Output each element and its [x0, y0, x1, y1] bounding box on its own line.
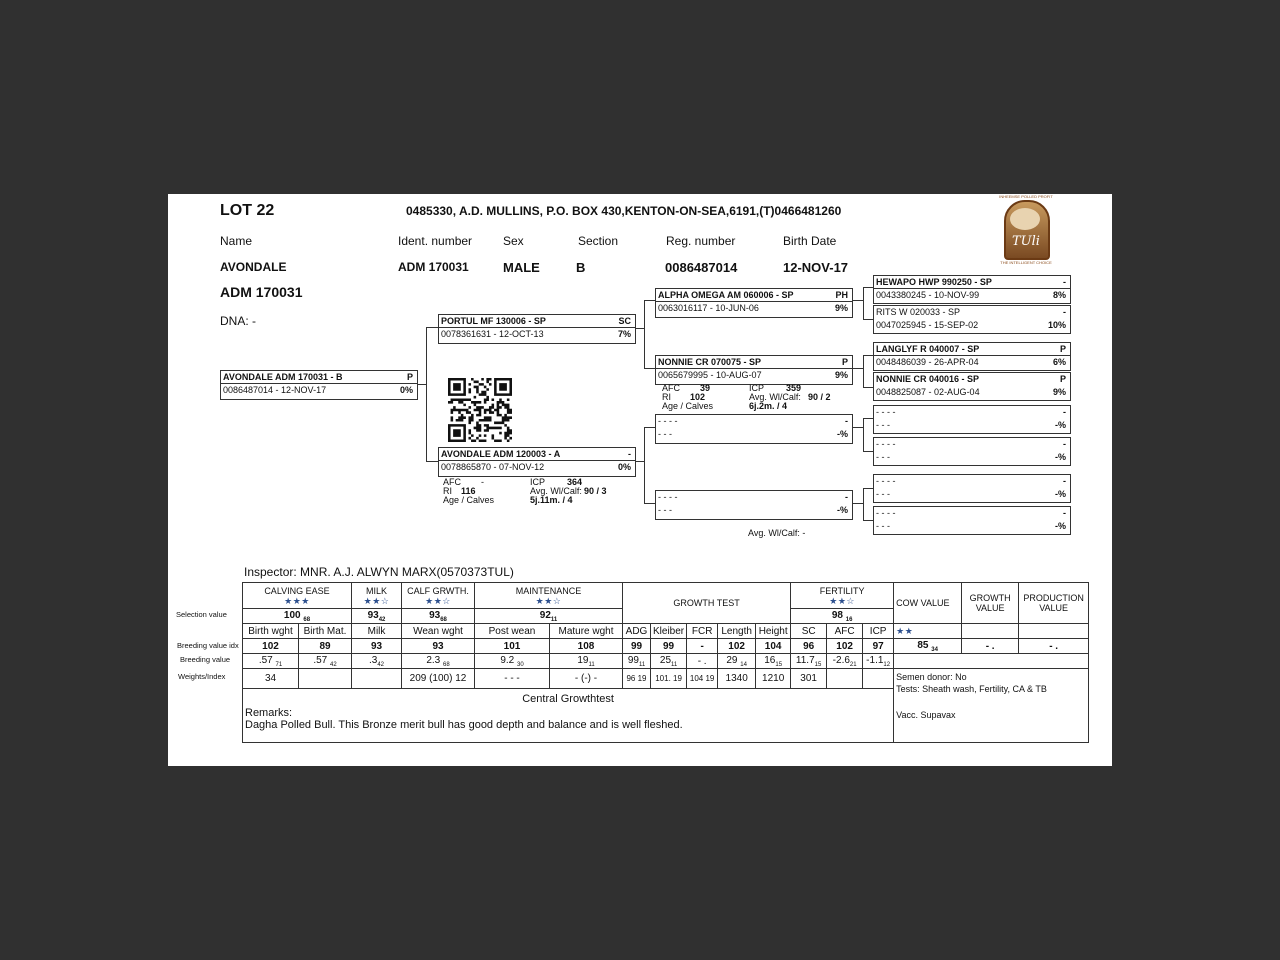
- idx-cell: 89: [299, 639, 352, 654]
- pedigree-dam-sire: - - - - - - - - -%: [655, 414, 853, 444]
- animal-ident-large: ADM 170031: [220, 284, 303, 300]
- sel-calf: $93_{68}$: [402, 609, 475, 624]
- pedigree-sd-dam: NONNIE CR 040016 - SP P 0048825087 - 02-AUG-04 9%: [873, 372, 1071, 401]
- idx-cell: 97: [863, 639, 894, 654]
- col-header: Milk: [352, 624, 402, 639]
- idx-cell: 99: [651, 639, 687, 654]
- col-header: Height: [756, 624, 791, 639]
- row-label-selection: Selection value: [176, 610, 227, 619]
- pedigree-ds-sire: - - - - - - - - -%: [873, 405, 1071, 434]
- bv-cell: 9.2 $_{30}$: [475, 654, 550, 669]
- bv-cell: $19_{11}$: [550, 654, 623, 669]
- pedigree-sire-dam: NONNIE CR 070075 - SP P 0065679995 - 10-AUG-07 9%: [655, 355, 853, 385]
- col-header: SC: [791, 624, 827, 639]
- pedigree-sd-sire: LANGLYF R 040007 - SP P 0048486039 - 26-APR-04 6%: [873, 342, 1071, 371]
- col-header: Length: [718, 624, 756, 639]
- bv-cell: $-1.1_{12}$: [863, 654, 894, 669]
- label-sex: Sex: [503, 234, 524, 248]
- wi-cell: - - -: [475, 669, 550, 689]
- bv-cell: .57 $_{42}$: [299, 654, 352, 669]
- wi-cell: 209 (100) 12: [402, 669, 475, 689]
- bv-cell: 29 $_{14}$: [718, 654, 756, 669]
- remarks-label: Remarks:: [245, 707, 293, 719]
- cow-value-stars: ★★: [894, 624, 962, 639]
- row-label-bv-idx: Breeding value idx: [177, 641, 239, 650]
- group-growth-test: GROWTH TEST: [623, 583, 791, 624]
- idx-cell: -: [687, 639, 718, 654]
- col-header: FCR: [687, 624, 718, 639]
- col-header: Post wean: [475, 624, 550, 639]
- animal-name: AVONDALE: [220, 260, 287, 274]
- pedigree-dam-dam: - - - - - - - - -%: [655, 490, 853, 520]
- vaccination: Vacc. Supavax: [896, 710, 956, 720]
- tests: Tests: Sheath wash, Fertility, CA & TB: [896, 684, 1047, 694]
- bv-cell: - .: [687, 654, 718, 669]
- wi-cell: [863, 669, 894, 689]
- col-header: ADG: [623, 624, 651, 639]
- group-cow-value: COW VALUE: [894, 583, 962, 624]
- wi-cell: [299, 669, 352, 689]
- idx-cell: 96: [791, 639, 827, 654]
- col-header: Wean wght: [402, 624, 475, 639]
- idx-cell: 99: [623, 639, 651, 654]
- group-milk: MILK ★★☆: [352, 583, 402, 609]
- col-header: AFC: [827, 624, 863, 639]
- bv-cell: $.3_{42}$: [352, 654, 402, 669]
- lot-sheet: LOT 22 0485330, A.D. MULLINS, P.O. BOX 430,KENTON-ON-SEA,6191,(T)0466481260 INHEEMSE POLLED PROFIT TUli THE INTELLIGENT CHOICE Name Ident. number Sex Section Reg. number Birth Date AVONDALE ADM 170031 MALE B 0086487014 12-NOV-17 ADM 170031 DNA: - AVONDALE ADM 170031 - B P 0086487014 - 12-NOV-17 0% PORTUL MF 130006 - SP SC 0078361631 - 12-OCT-13 7% AVONDALE ADM 120003 - A - 0078865870 - 07-NOV-12 0% AFC - ICP 364 RI 116 Avg. Wl/Calf: 90 / 3 Age / Calves 5j.11m. / 4 ALPHA OMEGA AM 060006 - SP PH 0063016117 - 10-JUN-06 9% NONNIE CR 070075 - SP P 0065679995 - 10-AUG-07 9% AFC 39 ICP 359 RI 102 Avg. Wl/Calf: 90 / 2 Age / Calves 6j.2m. / 4 - - - - - - - - -% - - - - - - - - -% Avg. Wl/Calf: - HEWAPO HWP 990250 - SP - 0043380245 - 10-NOV-99 8% RITS W 020033 - SP - 0047025945 - 15-SEP-02 10% LANGLYF R 040007 - SP P 0048486039 - 26-APR-04 6% NONNIE CR 040016 - SP P 0048825087 - 02-AUG-04 9% - - - - - - - - -% - - - - - - - - -% - - - - - - - - -% - - - - - - - - -% Inspector: MNR. A.J. ALWYN MARX(0570373TUL) Selection value Breeding value idx Breeding value Weights/Index CALVING EASE ★★★ MILK ★★☆ CALF GRWTH. ★★☆ MAINTENANCE ★★☆ GROWTH TEST FERTILITY ★★☆ COW VALUE GROWTH VALUE PRODUCTION VALUE 100 $_{68}$ $93_{42}$ $93_{68}$ $92_{11}$ 98 $_{16}$ Birth wght Birth Mat. Milk Wean wght Post wean Mature wght ADG Kleiber FCR Length Height SC AFC ICP ★★ 102 89 93 93 101 108 99 99 - 102 104 96 102 97 85 $_{34}$ - . - . .57 $_{71}$ .57 $_{42}$ $.3_{42}$ 2.3 $_{68}$ 9.2 $_{30}$ $19_{11}$ $99_{11}$ $25_{11}$ - . 29 $_{14}$ $16_{15}$ $11.7_{15}$ $-2.6_{21}$ $-1.1_{12}$ 34 209 (100) 12 - - - - (-) - 96 19 101. 19 104 19 1340 1210 301 Semen donor: No Tests: Sheath wash, Fertility, CA & TB Vacc. Supavax Central Growthtest Remarks: Dagha Polled Bull. This Bronze merit bull has good depth and balance and is well fleshed.: [168, 194, 1112, 766]
- remarks-box: [243, 689, 894, 743]
- prod-idx: - .: [1019, 639, 1089, 654]
- col-header: Birth Mat.: [299, 624, 352, 639]
- wi-cell: 104 19: [687, 669, 718, 689]
- group-maintenance: MAINTENANCE ★★☆: [475, 583, 623, 609]
- idx-cell: 102: [827, 639, 863, 654]
- bv-cell: .57 $_{71}$: [243, 654, 299, 669]
- col-header: ICP: [863, 624, 894, 639]
- pedigree-ss-sire: HEWAPO HWP 990250 - SP - 0043380245 - 10-NOV-99 8%: [873, 275, 1071, 304]
- pedigree-self: AVONDALE ADM 170031 - B P 0086487014 - 12-NOV-17 0%: [220, 370, 418, 400]
- animal-ident: ADM 170031: [398, 260, 469, 274]
- pedigree-sire: PORTUL MF 130006 - SP SC 0078361631 - 12-OCT-13 7%: [438, 314, 636, 344]
- growth-idx: - .: [962, 639, 1019, 654]
- wi-cell: 34: [243, 669, 299, 689]
- pedigree-ds-dam: - - - - - - - - -%: [873, 437, 1071, 466]
- sel-milk: $93_{42}$: [352, 609, 402, 624]
- label-name: Name: [220, 234, 253, 248]
- animal-sex: MALE: [503, 260, 540, 275]
- sel-fert: 98 $_{16}$: [791, 609, 894, 624]
- bv-cell: $99_{11}$: [623, 654, 651, 669]
- dna: DNA: -: [220, 314, 256, 328]
- wi-cell: 301: [791, 669, 827, 689]
- wi-cell: 101. 19: [651, 669, 687, 689]
- group-growth-value: GROWTH VALUE: [962, 583, 1019, 624]
- group-fertility: FERTILITY ★★☆: [791, 583, 894, 609]
- bv-cell: $11.7_{15}$: [791, 654, 827, 669]
- semen-tests-box: [894, 669, 1089, 743]
- idx-cell: 93: [402, 639, 475, 654]
- bv-cell: $16_{15}$: [756, 654, 791, 669]
- sel-calving: 100 $_{68}$: [243, 609, 352, 624]
- wi-cell: [827, 669, 863, 689]
- row-label-weights: Weights/Index: [178, 672, 226, 681]
- col-header: Kleiber: [651, 624, 687, 639]
- row-label-bv: Breeding value: [180, 655, 231, 664]
- animal-birth: 12-NOV-17: [783, 260, 849, 275]
- label-ident: Ident. number: [398, 234, 473, 248]
- qr-code: [448, 378, 512, 442]
- bv-cell: $25_{11}$: [651, 654, 687, 669]
- central-growthtest: Central Growthtest: [522, 693, 614, 705]
- sel-maint: $92_{11}$: [475, 609, 623, 624]
- bv-cell: 2.3 $_{68}$: [402, 654, 475, 669]
- group-production-value: PRODUCTION VALUE: [1019, 583, 1089, 624]
- wi-cell: 1340: [718, 669, 756, 689]
- wi-cell: 96 19: [623, 669, 651, 689]
- wi-cell: 1210: [756, 669, 791, 689]
- idx-cell: 108: [550, 639, 623, 654]
- lot-number: LOT 22: [220, 202, 275, 219]
- group-calf-growth: CALF GRWTH. ★★☆: [402, 583, 475, 609]
- idx-cell: 102: [243, 639, 299, 654]
- label-section: Section: [578, 234, 619, 248]
- semen-donor: Semen donor: No: [896, 672, 967, 682]
- idx-cell: 104: [756, 639, 791, 654]
- pedigree-dam: AVONDALE ADM 120003 - A - 0078865870 - 07-NOV-12 0%: [438, 447, 636, 477]
- inspector: Inspector: MNR. A.J. ALWYN MARX(0570373TUL): [244, 565, 514, 579]
- col-header: Birth wght: [243, 624, 299, 639]
- wi-cell: - (-) -: [550, 669, 623, 689]
- tuli-logo: INHEEMSE POLLED PROFIT TUli THE INTELLIGENT CHOICE: [999, 194, 1053, 265]
- pedigree-dd-dam: - - - - - - - - -%: [873, 506, 1071, 535]
- pedigree-ss-dam: RITS W 020033 - SP - 0047025945 - 15-SEP-02 10%: [873, 305, 1071, 334]
- performance-table: [242, 582, 1089, 743]
- bv-cell: $-2.6_{21}$: [827, 654, 863, 669]
- animal-section: B: [576, 260, 586, 275]
- pedigree-sire-sire: ALPHA OMEGA AM 060006 - SP PH 0063016117 - 10-JUN-06 9%: [655, 288, 853, 318]
- col-header: Mature wght: [550, 624, 623, 639]
- wi-cell: [352, 669, 402, 689]
- animal-reg: 0086487014: [665, 260, 738, 275]
- remarks-text: Dagha Polled Bull. This Bronze merit bull has good depth and balance and is well fleshed.: [245, 719, 683, 731]
- breeder-info: 0485330, A.D. MULLINS, P.O. BOX 430,KENTON-ON-SEA,6191,(T)0466481260: [406, 204, 842, 218]
- label-birth: Birth Date: [783, 234, 837, 248]
- idx-cell: 93: [352, 639, 402, 654]
- cow-idx: 85 $_{34}$: [894, 639, 962, 654]
- pedigree-dd-sire: - - - - - - - - -%: [873, 474, 1071, 503]
- idx-cell: 101: [475, 639, 550, 654]
- group-calving-ease: CALVING EASE ★★★: [243, 583, 352, 609]
- idx-cell: 102: [718, 639, 756, 654]
- dam-dam-avg: Avg. Wl/Calf: -: [748, 528, 806, 538]
- label-reg: Reg. number: [666, 234, 736, 248]
